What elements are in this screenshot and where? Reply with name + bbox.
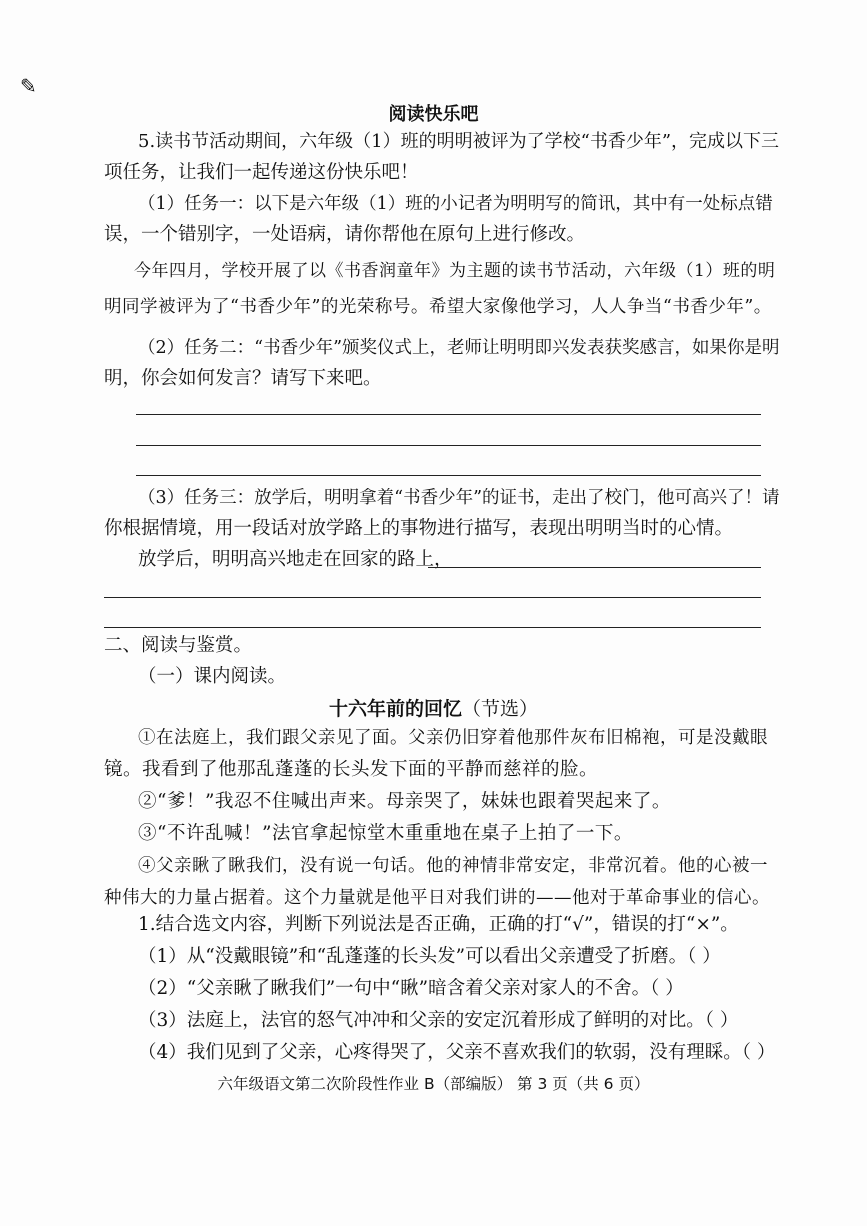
task1-line-2: 误，一个错别字，一处语病，请你帮他在原句上进行修改。 [104,224,586,245]
answer-line-task2-3[interactable] [136,475,761,476]
passage-p1-line-2: 镜。我看到了他那乱蓬蓬的长头发下面的平静而慈祥的脸。 [104,759,599,780]
part2-heading: 二、阅读与鉴赏。 [104,635,253,656]
passage-p3: ③“不许乱喊！”法官拿起惊堂木重重地在桌子上拍了一下。 [138,823,633,844]
task2-line-2: 明，你会如何发言？请写下来吧。 [104,368,382,389]
task3-prompt: 放学后，明明高兴地走在回家的路上， [138,549,453,570]
passage-p2: ②“爹！”我忍不住喊出声来。母亲哭了，妹妹也跟着哭起来了。 [138,791,671,812]
passage-title [0,694,867,721]
page-footer: 六年级语文第二次阶段性作业 B（部编版） 第 3 页（共 6 页） [217,1075,650,1093]
answer-line-task2-2[interactable] [136,445,761,446]
answer-line-task3-3[interactable] [104,627,761,628]
answer-line-task3-2[interactable] [104,597,761,598]
passage-p4-line-2: 种伟大的力量占据着。这个力量就是他平日对我们讲的——他对于革命事业的信心。 [104,888,770,908]
passage-title-main: 十六年前的回忆 [328,698,462,720]
q1-stem: 1.结合选文内容，判断下列说法是否正确，正确的打“√”，错误的打“×”。 [138,914,739,935]
news-line-2[interactable]: 明同学被评为了“书香少年”的光荣称号。希望大家像他学习，人人争当“书香少年”。 [104,297,772,317]
passage-p1-line-1: ①在法庭上，我们跟父亲见了面。父亲仍旧穿着他那件灰布旧棉袍，可是没戴眼 [138,728,768,748]
passage-p4-line-1: ④父亲瞅了瞅我们，没有说一句话。他的神情非常安定，非常沉着。他的心被一 [138,856,768,876]
task3-line-1: （3）任务三：放学后，明明拿着“书香少年”的证书，走出了校门，他可高兴了！请 [138,488,780,508]
task1-line-1: （1）任务一：以下是六年级（1）班的小记者为明明写的简讯，其中有一处标点错 [138,194,773,214]
section-title: 阅读快乐吧 [388,104,479,125]
passage-title-note: （节选） [462,698,539,720]
answer-line-task2-1[interactable] [136,414,761,415]
task2-line-1: （2）任务二：“书香少年”颁奖仪式上，老师让明明即兴发表获奖感言，如果你是明 [138,338,780,358]
q1-item-3[interactable]: （3）法庭上，法官的怒气冲冲和父亲的安定沉着形成了鲜明的对比。（ ） [138,1010,739,1031]
part2-subheading: （一）课内阅读。 [138,666,287,687]
q1-item-1[interactable]: （1）从“没戴眼镜”和“乱蓬蓬的长头发”可以看出父亲遭受了折磨。（ ） [138,946,721,967]
q5-line-1: 5.读书节活动期间，六年级（1）班的明明被评为了学校“书香少年”，完成以下三 [138,131,780,152]
answer-line-task3-1[interactable] [428,567,761,568]
q1-item-2[interactable]: （2）“父亲瞅了瞅我们”一句中“瞅”暗含着父亲对家人的不舍。（ ） [138,978,684,999]
task3-line-2: 你根据情境，用一段话对放学路上的事物进行描写，表现出明明当时的心情。 [104,518,734,539]
q1-item-4[interactable]: （4）我们见到了父亲，心疼得哭了，父亲不喜欢我们的软弱，没有理睬。（ ） [138,1042,776,1063]
corner-scribble-mark: ✎ [20,74,37,98]
q5-line-2: 项任务，让我们一起传递这份快乐吧！ [104,162,419,183]
news-line-1[interactable]: 今年四月，学校开展了以《书香润童年》为主题的读书节活动，六年级（1）班的明 [134,261,776,281]
